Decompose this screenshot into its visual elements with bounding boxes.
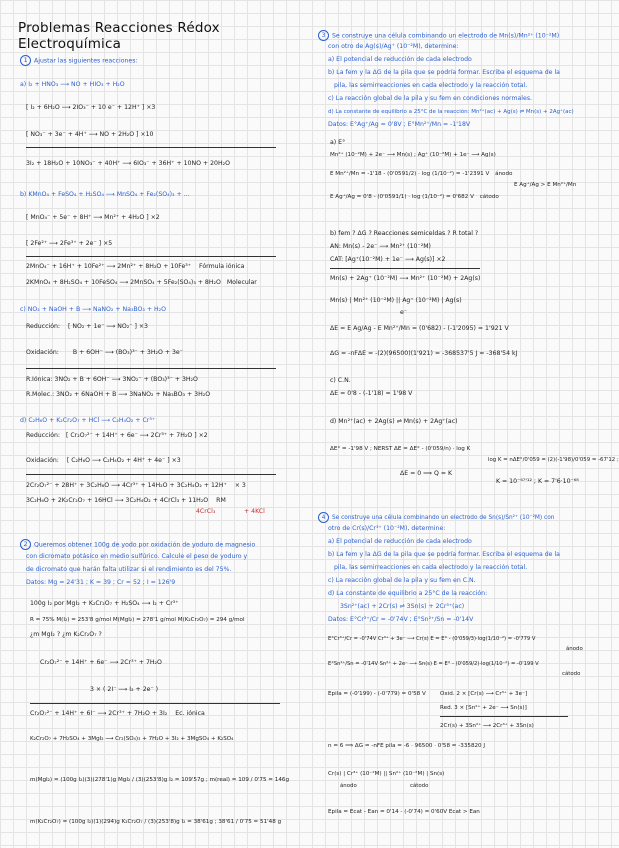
reaction-line: 3Sn²⁺(ac) + 2Cr(s) ⇌ 3Sn(s) + 2Cr³⁺(ac)	[340, 603, 465, 610]
oxidation-label: Oxidación:	[26, 349, 59, 356]
work-line: AN: Mn(s) - 2e⁻ ⟶ Mn²⁺ (10⁻²M)	[330, 243, 431, 250]
problem-number: 1	[20, 55, 31, 66]
ionic-equation	[26, 263, 244, 271]
divider	[30, 703, 280, 704]
oxidation-label: Oxidación:	[26, 457, 59, 464]
eq-label: a)	[20, 81, 27, 88]
data-line: Datos: Mg = 24'31 ; K = 39 ; Cr = 52 ; I = 126'9	[26, 579, 176, 586]
problem-number: 4	[318, 512, 329, 523]
molecular-tag: RM	[216, 497, 226, 504]
electrode-tag: cátodo	[562, 671, 581, 677]
half-reaction: 3 × ( 2I⁻ ⟶ I₂ + 2e⁻ )	[90, 686, 159, 693]
work-line: R = 75% M(I₂) = 253'8 g/mol M(MgI₂) = 278'1 g/mol M(K₂Cr₂O₇) = 294 g/mol	[30, 617, 245, 623]
work-line: ΔE = 0 ⟹ Q = K	[400, 470, 453, 477]
half-reaction: Oxid. 2 × [Cr(s) ⟶ Cr³⁺ + 3e⁻]	[440, 691, 528, 697]
eq-text: I₂ + HNO₃ ⟶ NO + HIO₃ + H₂O	[28, 81, 125, 88]
eq-label: c)	[20, 306, 26, 313]
eq-text: C₂H₆O + K₂Cr₂O₇ + HCl ⟶ C₂H₄O₂ + Cr³⁺	[28, 417, 156, 424]
work-line	[330, 193, 499, 201]
question-line: pila, las semirreacciones en cada electrodo y la reacción total.	[334, 564, 528, 571]
work-line: ΔE = 0'8 - (-1'18) = 1'98 V	[330, 390, 413, 397]
result-tag: × 3	[234, 482, 246, 489]
problem-heading-text: Ajustar las siguientes reacciones:	[34, 57, 138, 65]
molecular-equation	[26, 497, 226, 505]
comparison: E Ag⁺/Ag > E Mn²⁺/Mn	[514, 182, 577, 188]
oxidation-row	[26, 457, 181, 465]
result-equation: 2Cr(s) + 3Sn²⁺ ⟶ 2Cr³⁺ + 3Sn(s)	[440, 723, 534, 729]
eq-c	[20, 306, 166, 314]
question-line: d) La constante de equilibrio a 25°C de la reacción: Mn²⁺(ac) + Ag(s) ⇌ Mn(s) + 2Ag⁺(ac)	[328, 109, 574, 115]
question-line: a) El potencial de reducción de cada electrodo	[328, 538, 472, 545]
work-line: Epila = (-0'199) - (-0'779) = 0'58 V	[328, 691, 426, 697]
electrode-tag: ánodo	[495, 171, 513, 177]
work-line: ΔE° = -1'98 V ; NERST ΔE = ΔE° - (0'059/n) · log K	[330, 446, 471, 452]
half-reaction: [ I₂ + 6H₂O ⟶ 2IO₃⁻ + 10 e⁻ + 12H⁺ ] ×3	[26, 104, 156, 111]
potential-eq: E°Cr³⁺/Cr = -0'74V Cr³⁺ + 3e⁻ ⟶ Cr(s) E = E° - (0'059/3)·log(1/10⁻²) = -0'779 V	[328, 636, 536, 642]
molecular-equation-text: 2KMnO₄ + 8H₂SO₄ + 10FeSO₄ ⟶ 2MnSO₄ + 5Fe₂(SO₄)₃ + 8H₂O	[26, 279, 221, 286]
problem-text-line: Se construye una célula combinando un electrodo de Mn(s)/Mn²⁺ (10⁻²M)	[332, 32, 560, 40]
problem-2-text	[20, 539, 255, 550]
problem-number: 3	[318, 30, 329, 41]
ionic-equation-text: Cr₂O₇²⁻ + 14H⁺ + 6I⁻ ⟶ 2Cr³⁺ + 7H₂O + 3I₂	[30, 710, 168, 717]
potential-eq: E Mn²⁺/Mn = -1'18 - (0'0591/2) · log (1/10⁻²) = -1'2391 V	[330, 171, 490, 177]
half-reaction: [ MnO₄⁻ + 5e⁻ + 8H⁺ ⟶ Mn²⁺ + 4H₂O ] ×2	[26, 214, 160, 221]
eq-text: KMnO₄ + FeSO₄ + H₂SO₄ ⟶ MnSO₄ + Fe₂(SO₄)₃ + ...	[28, 191, 190, 198]
eq-label: b)	[20, 191, 27, 198]
ionic-equation: R.Iónica: 3NO₂ + B + 6OH⁻ ⟶ 3NO₂⁻ + (BO₃)³⁻ + 3H₂O	[26, 376, 198, 383]
reduction-row	[26, 323, 148, 331]
work-line: K = 10⁻⁶⁷'¹² ; K = 7'6·10⁻⁶⁸	[496, 478, 579, 485]
question-line: b) La fem y la ΔG de la pila que se podría formar. Escriba el esquema de la	[328, 69, 560, 76]
reduction-label: Reducción:	[26, 432, 60, 439]
calculation-line: m(MgI₂) = (100g I₂)(3)(278'1)g MgI₂ / (3)(253'8)g I₂ = 109'57g ; m(real) = 109 / 0'75 = 146g	[30, 777, 289, 783]
oxidation-eq: B + 6OH⁻ ⟶ (BO₃)³⁻ + 3H₂O + 3e⁻	[72, 349, 183, 356]
section-label: c) C.N.	[330, 377, 351, 384]
molecular-tag: Molecular	[226, 279, 257, 286]
reduction-row	[26, 432, 208, 440]
molecular-equation: R.Molec.: 3NO₂ + 6NaOH + B ⟶ 3NaNO₂ + Na₃BO₃ + 3H₂O	[26, 391, 211, 398]
problem-1-heading	[20, 55, 138, 66]
divider	[26, 368, 276, 369]
question-line: d) La constante de equilibrio a 25°C de la reacción:	[328, 590, 488, 597]
problem-text-line: con otro de Ag(s)/Ag⁺ (10⁻²M), determine:	[328, 43, 459, 50]
work-line: ΔG = -nFΔE = -(2)(96500)(1'921) = -368537'5 J ≈ -368'54 kJ	[330, 350, 518, 357]
result-equation	[26, 482, 246, 490]
ionic-equation	[30, 710, 205, 718]
ionic-equation-text: 2MnO₄⁻ + 16H⁺ + 10Fe²⁺ ⟶ 2Mn²⁺ + 8H₂O + 10Fe³⁺	[26, 263, 192, 270]
potential-eq: E Ag⁺/Ag = 0'8 - (0'0591/1) · log (1/10⁻²) = 0'682 V	[330, 194, 474, 200]
annotation-note: + 4KCl	[244, 508, 265, 515]
divider	[26, 474, 276, 475]
cell-diagram: Mn(s) | Mn²⁺ (10⁻²M) || Ag⁺ (10⁻²M) | Ag(s)	[330, 297, 462, 304]
section-label: d) Mn²⁺(ac) + 2Ag(s) ⇌ Mn(s) + 2Ag⁺(ac)	[330, 418, 458, 425]
data-line: Datos: E°Ag⁺/Ag = 0'8V ; E°Mn²⁺/Mn = -1'18V	[328, 121, 471, 128]
problem-3-text	[318, 30, 559, 41]
molecular-equation-text: 3C₂H₆O + 2K₂Cr₂O₇ + 16HCl ⟶ 3C₂H₄O₂ + 4CrCl₃ + 11H₂O	[26, 497, 209, 504]
electrode-tag: cátodo	[410, 783, 429, 789]
divider	[26, 147, 276, 148]
eq-d	[20, 417, 155, 425]
half-reaction: [ NO₃⁻ + 3e⁻ + 4H⁺ ⟶ NO + 2H₂O ] ×10	[26, 131, 154, 138]
divider	[440, 716, 568, 717]
work-line: ¿m MgI₂ ? ¿m K₂Cr₂O₇ ?	[30, 631, 102, 638]
section-label: a) E°	[330, 139, 346, 146]
ionic-tag: Ec. iónica	[175, 710, 205, 717]
half-reaction: Cr₂O₇²⁻ + 14H⁺ + 6e⁻ ⟶ 2Cr³⁺ + 7H₂O	[40, 659, 162, 666]
problem-text-line: Queremos obtener 100g de yodo por oxidación de yoduro de magnesio	[34, 541, 256, 549]
ionic-tag: Fórmula iónica	[199, 263, 245, 270]
reduction-eq: [ Cr₂O₇²⁻ + 14H⁺ + 6e⁻ ⟶ 2Cr³⁺ + 7H₂O ] ×2	[65, 432, 208, 439]
oxidation-eq: [ C₂H₆O ⟶ C₂H₄O₂ + 4H⁺ + 4e⁻ ] ×3	[66, 457, 181, 464]
electrode-tag: cátodo	[479, 194, 499, 200]
problem-text-line: Se construye una célula combinando un electrodo de Sn(s)/Sn²⁺ (10⁻²M) con	[332, 515, 555, 521]
divider	[26, 256, 276, 257]
question-line: pila, las semirreacciones en cada electrodo y la reacción total.	[334, 82, 528, 89]
cell-diagram: Cr(s) | Cr³⁺ (10⁻²M) || Sn²⁺ (10⁻²M) | Sn(s)	[328, 771, 445, 777]
work-line: 100g I₂ por MgI₂ + K₂Cr₂O₇ + H₂SO₄ ⟶ I₂ + Cr³⁺	[30, 600, 179, 607]
question-line: c) La reacción global de la pila y su fem en C.N.	[328, 577, 476, 584]
work-line: n = 6 ⟹ ΔG = -nFE pila = -6 · 96500 · 0'58 = -335820 J	[328, 743, 486, 749]
problem-4-text	[318, 512, 554, 523]
eq-text: NO₂ + NaOH + B ⟶ NaNO₂ + Na₃BO₃ + H₂O	[27, 306, 167, 313]
problem-text-line: otro de Cr(s)/Cr³⁺ (10⁻²M), determine:	[328, 525, 446, 532]
electrode-tag: ánodo	[566, 646, 583, 652]
result-equation: 3I₂ + 18H₂O + 10NO₃⁻ + 40H⁺ ⟶ 6IO₃⁻ + 36H⁺ + 10NO + 20H₂O	[26, 160, 230, 167]
potential-eq: E°Sn²⁺/Sn = -0'14V Sn²⁺ + 2e⁻ ⟶ Sn(s) E = E° - (0'059/2)·log(1/10⁻²) = -0'199 V	[328, 661, 539, 667]
eq-a	[20, 81, 125, 89]
molecular-equation: K₂Cr₂O₇ + 7H₂SO₄ + 3MgI₂ ⟶ Cr₂(SO₄)₃ + 7H₂O + 3I₂ + 3MgSO₄ + K₂SO₄	[30, 736, 234, 742]
eq-b	[20, 191, 190, 199]
question-line: a) El potencial de reducción de cada electrodo	[328, 56, 472, 63]
work-line: Mn(s) + 2Ag⁺ (10⁻²M) ⟶ Mn²⁺ (10⁻²M) + 2Ag(s)	[330, 275, 481, 282]
question-line: c) La reacción global de la pila y su fem en condiciones normales.	[328, 95, 533, 102]
work-line: ΔE = E Ag/Ag - E Mn²⁺/Mn = (0'682) - (-1'2095) = 1'921 V	[330, 325, 509, 332]
work-line: CAT: [Ag⁺(10⁻²M) + 1e⁻ ⟶ Ag(s)] ×2	[330, 256, 446, 263]
reduction-eq: [ NO₂ + 1e⁻ ⟶ NO₂⁻ ] ×3	[67, 323, 148, 330]
work-line: log K = nΔE°/0'059 = (2)(-1'98)/0'059 = -67'12 ;	[488, 457, 619, 463]
work-line	[328, 635, 535, 643]
work-line: Epila = Ecat - Ean = 0'14 - (-0'74) = 0'60V Ecat > Ean	[328, 809, 480, 815]
problem-number: 2	[20, 539, 31, 550]
page-title: Problemas Reacciones Rédox Electroquímica	[18, 20, 220, 52]
electrode-tag: ánodo	[340, 783, 357, 789]
question-line: b) La fem y la ΔG de la pila que se podría formar. Escriba el esquema de la	[328, 551, 560, 558]
problem-text-line: con dicromato potásico en medio sulfúrico. Calcule el peso de yoduro y	[26, 553, 248, 560]
work-line	[330, 170, 512, 178]
electron-flow: e⁻	[400, 309, 408, 316]
work-line	[328, 660, 539, 668]
section-label: b) fem ? ΔG ? Reacciones semiceldas ? R total ?	[330, 230, 479, 237]
reduction-label: Reducción:	[26, 323, 60, 330]
eq-label: d)	[20, 417, 27, 424]
work-line: Mn²⁺ (10⁻²M) + 2e⁻ ⟶ Mn(s) ; Ag⁺ (10⁻²M) + 1e⁻ ⟶ Ag(s)	[330, 152, 496, 158]
half-reaction: [ 2Fe²⁺ ⟶ 2Fe³⁺ + 2e⁻ ] ×5	[26, 240, 113, 247]
calculation-line: m(K₂Cr₂O₇) = (100g I₂)(1)(294)g K₂Cr₂O₇ / (3)(253'8)g I₂ = 38'61g ; 38'61 / 0'75 = 51'48 g	[30, 819, 282, 825]
result-equation-text: 2Cr₂O₇²⁻ + 28H⁺ + 3C₂H₆O ⟶ 4Cr³⁺ + 14H₂O + 3C₂H₄O₂ + 12H⁺	[26, 482, 227, 489]
oxidation-row	[26, 349, 183, 357]
divider	[330, 268, 480, 269]
half-reaction: Red. 3 × [Sn²⁺ + 2e⁻ ⟶ Sn(s)]	[440, 705, 527, 711]
molecular-equation	[26, 279, 257, 287]
problem-text-line: de dicromato que harán falta utilizar si el rendimiento es del 75%.	[26, 566, 232, 573]
data-line: Datos: E°Cr³⁺/Cr = -0'74V ; E°Sn²⁺/Sn = -0'14V	[328, 616, 474, 623]
annotation-note: 4CrCl₃	[196, 508, 216, 515]
